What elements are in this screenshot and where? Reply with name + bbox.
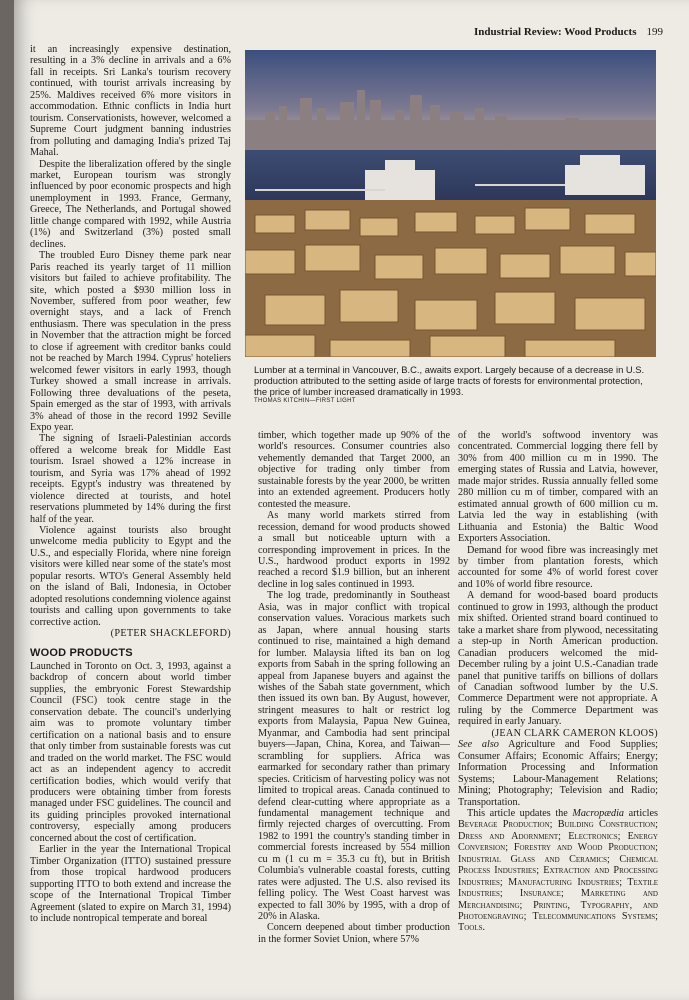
- articles-word: articles: [628, 807, 658, 819]
- photo-caption: Lumber at a terminal in Vancouver, B.C., awaits export. Largely because of a decrease in U.S. production attributed to the setting aside of large tracts of forests for environmental protection, the price of lumber increased dramatically in 1993.: [254, 364, 645, 397]
- update-intro: This article updates the: [467, 807, 568, 819]
- column-left: [30, 44, 231, 924]
- paragraph: it an increasingly expensive destination, resulting in a 3% decline in arrivals and a 6% fall in receipts. Sri Lanka's tourism recovery continued, with tourist arrivals increasing by 25%. Maldives received 6% more visitors in accommodation. Ethnic conflicts in India hurt tourism. Conservationists, however, welcomed a Supreme Court judgment banning industries from polluting and damaging India's prized Taj Mahal.: [30, 44, 231, 159]
- column-middle: [258, 430, 450, 945]
- paragraph: Demand for wood fibre was increasingly met by timber from plantation forests, which accounted for some 4% of world forest cover and 10% of world fibre resource.: [458, 544, 658, 590]
- running-header: [474, 26, 674, 38]
- paragraph: of the world's softwood inventory was concentrated. Commercial logging there fell by 30% from 400 million cu m in 1990. The emerging states of Russia and Latvia, however, made major strides. Russia annually felled some 280 million cu m of timber, compared with an estimated annual growth of 600 million cu m. Latvia led the way in establishing (with Lithuania and Estonia) the Baltic Wood Exporters Association.: [458, 430, 658, 545]
- articles-list: Beverage Production; Building Construction; Dress and Adornment; Electronics; Energy Conversion; Forestry and Wood Production; Industrial Glass and Ceramics; Chemical Process Industries; Extraction and Processing Industries; Manufacturing Industries; Textile Industries; Insurance; Marketing and Merchandising; Printing, Typography, and Photoengraving; Telecommunications Systems; Tools.: [458, 819, 658, 934]
- paragraph: The troubled Euro Disney theme park near Paris reached its yearly target of 11 million visitors but failed to achieve profitability. The site, which posted a $930 million loss in November, suffered from poor weather, few overnight stays, and a lack of French enthusiasm. There was speculation in the press in November that the attraction might be forced to close if agreement with creditor banks could not be reached by March 1994. Cyprus' hoteliers welcomed fewer visitors in early 1993, though Turkey showed a small increase in arrivals. Following three devaluations of the peseta, Spain emerged as the star of 1993, with arrivals 3% ahead of those in the record 1992 Seville Expo year.: [30, 250, 231, 433]
- see-also-paragraph: [458, 739, 658, 808]
- macropaedia-title: Macropædia: [572, 807, 625, 819]
- paragraph: Concern deepened about timber production in the former Soviet Union, where 57%: [258, 922, 450, 945]
- paragraph: As many world markets stirred from recession, demand for wood products showed a small but noticeable upturn with a corresponding improvement in prices. In the U.S., hardwood product exports in 1992 reached a record $1.9 billion, but an inherent decline in log sales continued in 1993.: [258, 510, 450, 590]
- see-also-text: Agriculture and Food Supplies; Consumer Affairs; Economic Affairs; Energy; Information Processing and Information Systems; Labour-Management Relations; Mining; Photography; Television and Radio; Transportation.: [458, 739, 658, 808]
- paragraph: The signing of Israeli-Palestinian accords offered a welcome break for Middle East tourism. Israel showed a 12% increase in tourism, and Syria was 17% ahead of 1992 receipts. Egypt's industry was threatened by violence directed at tourists, and hotel reservations plummeted by 14% during the first half of the year.: [30, 433, 231, 525]
- paragraph: Earlier in the year the International Tropical Timber Organization (ITTO) sustained pressure from those tropical hardwood producers supporting ITTO to both extend and increase the scope of the International Tropical Timber Agreement (slated to expire on March 31, 1994) to include nontropical temperate and boreal: [30, 844, 231, 924]
- paragraph: A demand for wood-based board products continued to grow in 1993, although the product mix shifted. Oriented strand board continued to take a market share from plywood, necessitating a step-up in North American production. Canadian producers welcomed the mid-December ruling by a joint U.S.-Canadian trade panel that punitive tariffs on billions of dollars of Canadian softwood lumber by the U.S. Commerce Department were not appropriate. A ruling by the Commerce Department was required in early January.: [458, 590, 658, 728]
- photo-credit: THOMAS KITCHIN—FIRST LIGHT: [254, 398, 356, 404]
- section-heading: WOOD PRODUCTS: [30, 646, 133, 659]
- column-right: [458, 430, 658, 934]
- paragraph: timber, which together made up 90% of the world's resources. Consumer countries also vehemently demanded that Target 2000, an objective for trading only timber from sustainable forests by the year 2000, be written into an extended agreement. Producers hotly contested the measure.: [258, 430, 450, 510]
- page-number: 199: [646, 26, 663, 38]
- paragraph: The log trade, predominantly in Southeast Asia, was in major conflict with tropical conservation values. Voracious markets such as Japan, where annual housing starts continued to rise, maintained a high demand for lumber. Malaysia lifted its ban on log exports from Sabah in the spring following an appeal from Japanese buyers and against the wishes of the Sabah state government, which then issued its own ban. By August, however, stringent measures to halt or restrict log exports from Malaysia, Papua New Guinea, Myanmar, and Cambodia had sent principal buyers—Japan, China, Korea, and Taiwan—scrambling for suppliers. Africa was earmarked for secondary rather than primary species. Criticism of harvesting policy was not limited to tropical areas. Canada continued to defend clear-cutting where appropriate as a fundamental management technique and firmly rejected charges of overcutting. From 1982 to 1991 the country's standing timber in commercial forests increased by 554 million cu m (1 cu m = 35.3 cu ft), but in British Columbia's vulnerable coastal forests, cutting rates were adjusted. The U.S. also revised its felling policy. The West Coast harvest was expected to fall 30% by 1995, with a drop of 20% in Alaska.: [258, 590, 450, 923]
- update-paragraph: [458, 808, 658, 934]
- see-also-label: See also: [458, 739, 499, 751]
- author-signature: (JEAN CLARK CAMERON KLOOS): [491, 727, 658, 739]
- header-title: Industrial Review: Wood Products: [474, 26, 637, 38]
- paragraph: Despite the liberalization offered by the single market, European tourism was strongly influenced by poor economic prospects and high unemployment in 1993. France, Germany, Greece, The Netherlands, and Portugal showed little change compared with 1992, while Austria (1%) and Switzerland (3%) posted small declines.: [30, 158, 231, 250]
- book-page: [14, 0, 689, 1000]
- author-signature: (PETER SHACKLEFORD): [110, 628, 231, 640]
- paragraph: Launched in Toronto on Oct. 3, 1993, against a backdrop of concern about world timber supplies, the embryonic Forest Stewardship Council (FSC) took centre stage in the conservation debate. The council's underlying aim was to promote voluntary timber certification on a national basis and to ensure that only timber from sustainable forests was cut and traded on the world market. The FSC would act as an independent agency to accredit certification bodies, which would verify that producers were obtaining timber from forests managed under FSC guidelines. The council and its guiding principles provoked international controversy, especially among producers concerned about the cost of certification.: [30, 661, 231, 844]
- lumber-terminal-photo: [245, 50, 656, 357]
- paragraph: Violence against tourists also brought unwelcome media publicity to Egypt and the U.S., and especially Florida, where nine foreign visitors were killed near some of the state's most popular resorts. WTO's General Assembly held on the island of Bali, Indonesia, in October adopted resolutions condemning violence against tourists and calling upon governments to take corrective action.: [30, 525, 231, 628]
